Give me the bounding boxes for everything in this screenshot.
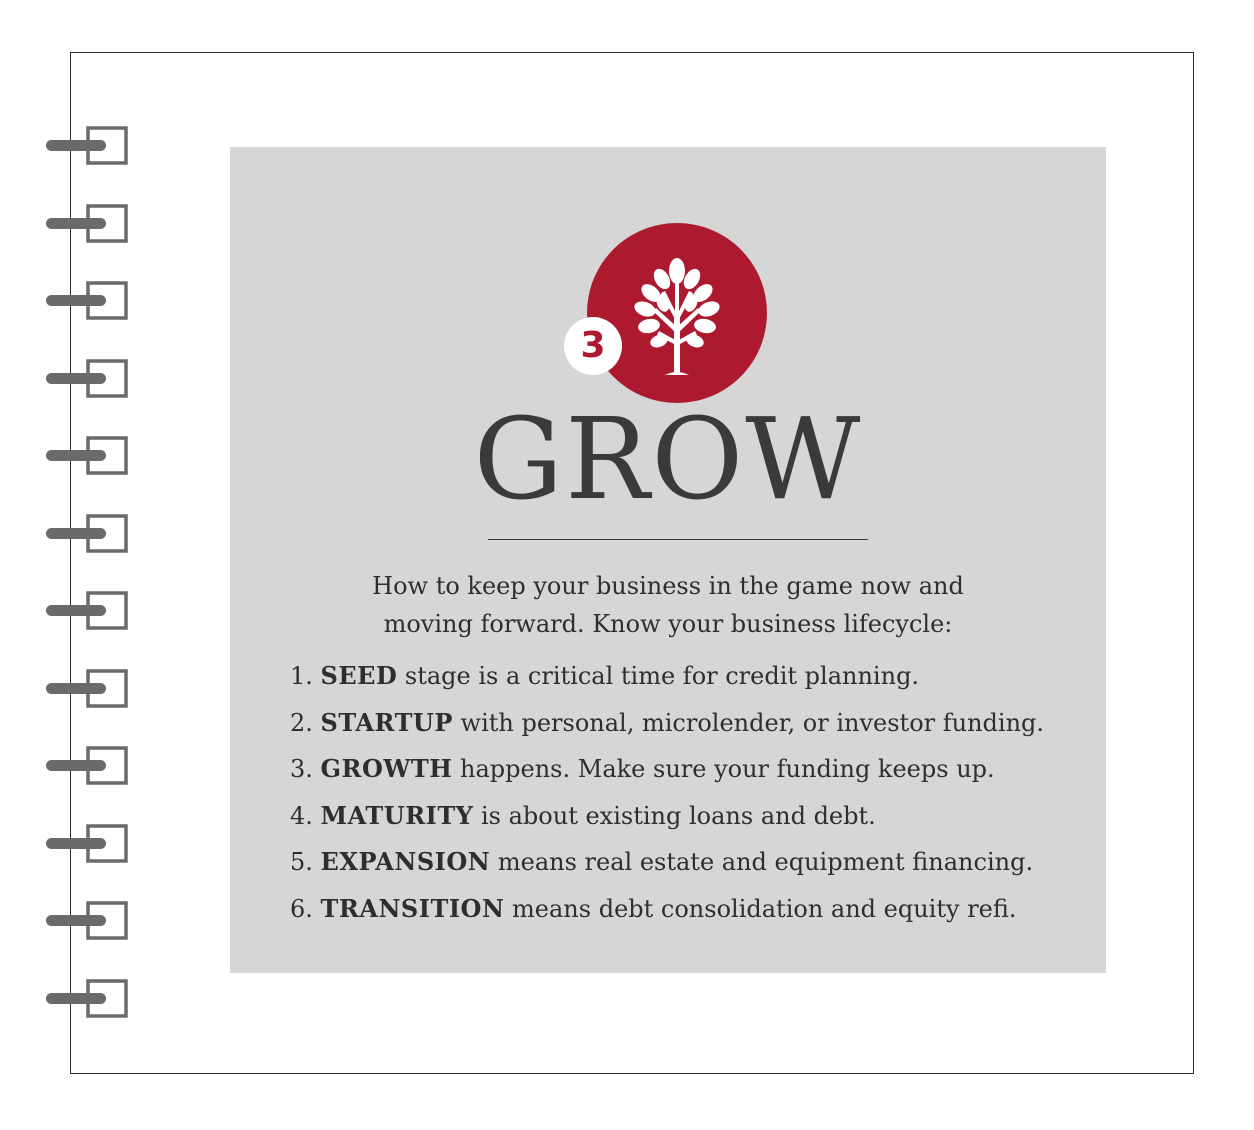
lifecycle-list [290, 653, 1090, 932]
badge-circle [587, 223, 767, 403]
tree-icon [587, 223, 767, 403]
list-item: 3. GROWTH happens. Make sure your funding keeps up. [290, 754, 995, 783]
list-item: 1. SEED stage is a critical time for credit planning. [290, 661, 920, 690]
title-divider [488, 539, 868, 540]
binding-ring [44, 126, 130, 166]
binding-ring [44, 669, 130, 709]
binding-ring [44, 436, 130, 476]
binding-ring [44, 979, 130, 1019]
grow-card [230, 147, 1106, 973]
binding-ring [44, 591, 130, 631]
binding-ring [44, 359, 130, 399]
list-item: 4. MATURITY is about existing loans and debt. [290, 800, 876, 830]
step-number-badge: 3 [564, 317, 622, 375]
binding-ring [44, 281, 130, 321]
binding-ring [44, 746, 130, 786]
binding-ring [44, 514, 130, 554]
page-title: GROW [473, 395, 863, 525]
binding-ring [44, 901, 130, 941]
list-item: 6. TRANSITION means debt consolidation and equity refi. [290, 893, 1017, 923]
list-item: 2. STARTUP with personal, microlender, or investor funding. [290, 707, 1045, 737]
binding-ring [44, 204, 130, 244]
intro-text: How to keep your business in the game now and moving forward. Know your business lifecycle: [372, 572, 964, 638]
binding-ring [44, 824, 130, 864]
list-item: 5. EXPANSION means real estate and equipment financing. [290, 847, 1034, 876]
